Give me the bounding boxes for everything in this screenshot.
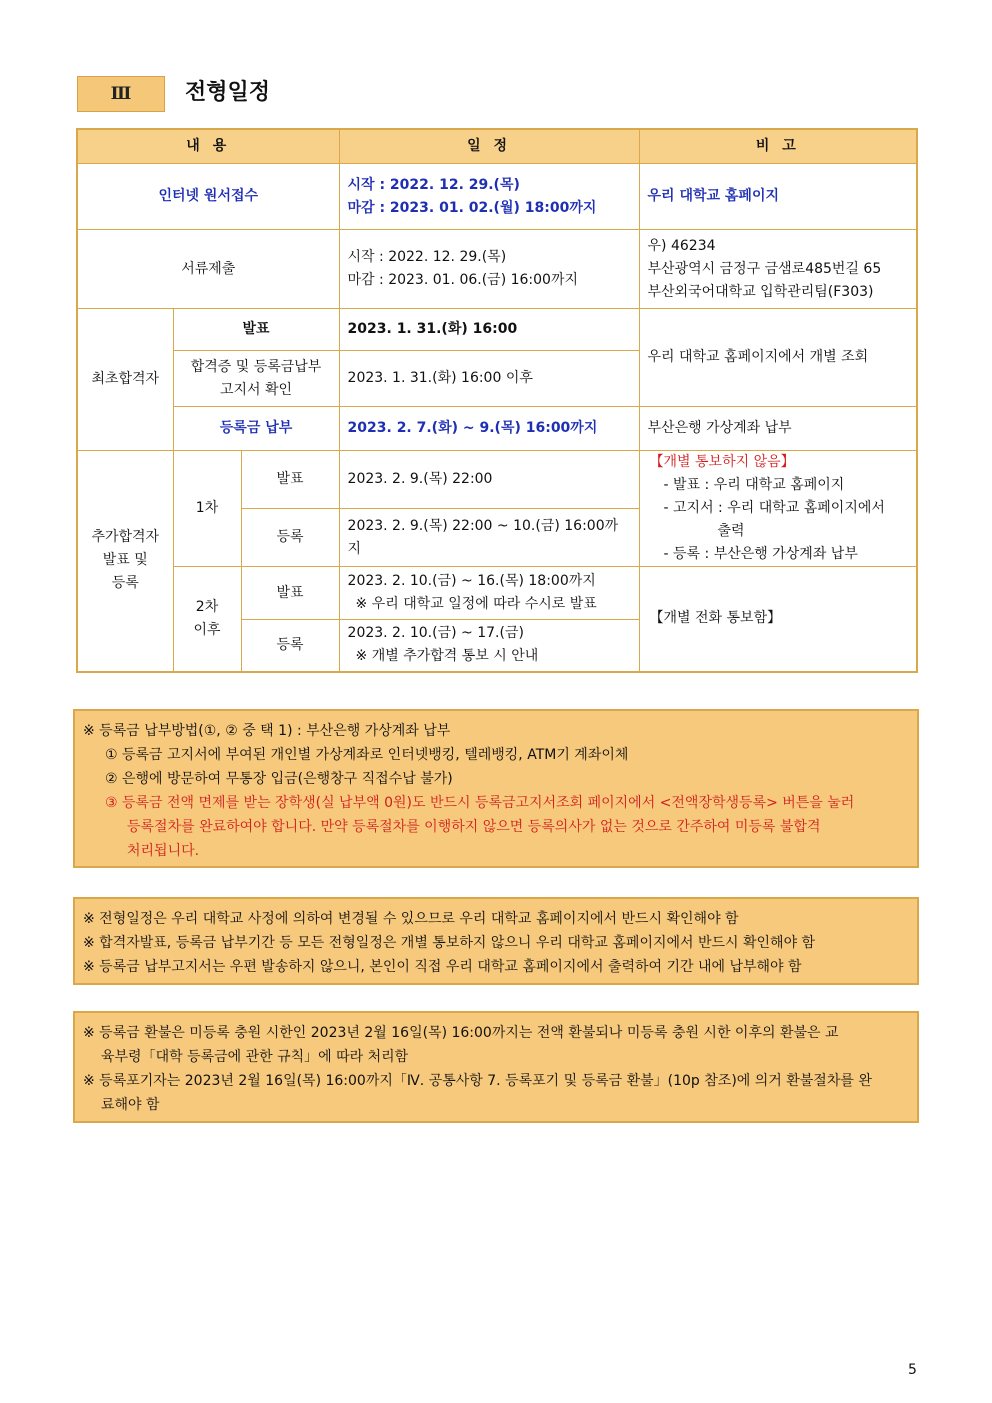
initial-announce-label: 발표 <box>173 309 339 351</box>
table-row <box>77 567 917 620</box>
table-header-row <box>77 129 917 164</box>
docs-start: 시작 : 2022. 12. 29.(목) <box>347 249 507 265</box>
initial-note: 우리 대학교 홈페이지에서 개별 조회 <box>639 309 917 407</box>
initial-confirm-label-2: 고지서 확인 <box>219 381 293 398</box>
page-number: 5 <box>908 1362 917 1378</box>
initial-pay-date: 2023. 2. 7.(화) ~ 9.(목) 16:00까지 <box>339 407 639 451</box>
initial-announce-date: 2023. 1. 31.(화) 16:00 <box>339 309 639 351</box>
round1-note-announce: - 발표 : 우리 대학교 홈페이지 <box>663 477 845 493</box>
initial-confirm-label <box>173 351 339 407</box>
table-row <box>77 164 917 230</box>
round1-label: 1차 <box>173 451 241 567</box>
additional-label-3: 등록 <box>111 575 139 592</box>
payment-method-1: ① 등록금 고지서에 부여된 개인별 가상계좌로 인터넷뱅킹, 텔레뱅킹, ATM기 계좌이체 <box>105 747 629 763</box>
round2-register-date <box>339 620 639 672</box>
docs-note-address: 부산광역시 금정구 금샘로485번길 65 <box>647 260 882 277</box>
internet-note: 우리 대학교 홈페이지 <box>639 164 917 230</box>
docs-dates <box>339 230 639 309</box>
header-content: 내 용 <box>77 129 339 164</box>
initial-pay-note: 부산은행 가상계좌 납부 <box>639 407 917 451</box>
round2-register-period: 2023. 2. 10.(금) ~ 17.(금) <box>347 625 524 642</box>
internet-label: 인터넷 원서접수 <box>77 164 339 230</box>
table-row <box>77 451 917 509</box>
internet-end: 마감 : 2023. 01. 02.(월) 18:00까지 <box>347 199 597 216</box>
initial-label: 최초합격자 <box>77 309 173 451</box>
internet-start: 시작 : 2022. 12. 29.(목) <box>347 176 520 193</box>
round1-register-date: 2023. 2. 9.(목) 22:00 ~ 10.(금) 16:00까지 <box>339 509 639 567</box>
round2-label-2: 이후 <box>193 621 221 638</box>
docs-label: 서류제출 <box>77 230 339 309</box>
section-title: 전형일정 <box>185 80 271 105</box>
header-remarks: 비 고 <box>639 129 917 164</box>
round2-label-1: 2차 <box>195 598 219 615</box>
additional-label-1: 추가합격자 <box>91 529 160 546</box>
payment-method-3: ③ 등록금 전액 면제를 받는 장학생(실 납부액 0원)도 반드시 등록금고지서조회 페이지에서 <전액장학생등록> 버튼을 눌러 <box>105 795 855 811</box>
round2-register-sub: ※ 개별 추가합격 통보 시 안내 <box>355 648 539 665</box>
refund-notice-2: ※ 등록포기자는 2023년 2월 16일(목) 16:00까지「Ⅳ. 공통사항 7. 등록포기 및 등록금 환불」(10p 참조)에 의거 환불절차를 완 <box>83 1073 872 1089</box>
additional-label-2: 발표 및 <box>102 552 148 569</box>
table-row <box>77 407 917 451</box>
round1-note-register: - 등록 : 부산은행 가상계좌 납부 <box>663 546 858 562</box>
payment-method-notice <box>73 709 919 868</box>
schedule-notice <box>73 897 919 985</box>
refund-notice-1: ※ 등록금 환불은 미등록 충원 시한인 2023년 2월 16일(목) 16:00까지는 전액 환불되나 미등록 충원 시한 이후의 환불은 교 <box>83 1025 839 1041</box>
refund-notice-2-cont: 료해야 함 <box>101 1097 160 1113</box>
docs-end: 마감 : 2023. 01. 06.(금) 16:00까지 <box>347 272 578 288</box>
round2-note: 【개별 전화 통보함】 <box>639 567 917 672</box>
round2-announce-label: 발표 <box>241 567 339 620</box>
payment-method-3-cont: 등록절차를 완료하여야 합니다. 만약 등록절차를 이행하지 않으면 등록의사가 없는 것으로 간주하여 미등록 불합격 <box>127 819 821 835</box>
payment-method-3-end: 처리됩니다. <box>127 843 200 859</box>
docs-note <box>639 230 917 309</box>
refund-notice <box>73 1011 919 1123</box>
round1-announce-label: 발표 <box>241 451 339 509</box>
schedule-notice-2: ※ 합격자발표, 등록금 납부기간 등 모든 전형일정은 개별 통보하지 않으니 우리 대학교 홈페이지에서 반드시 확인해야 함 <box>83 935 816 951</box>
payment-method-2: ② 은행에 방문하여 무통장 입금(은행창구 직접수납 불가) <box>105 771 453 787</box>
round1-note-title: 【개별 통보하지 않음】 <box>649 454 795 470</box>
schedule-notice-1: ※ 전형일정은 우리 대학교 사정에 의하여 변경될 수 있으므로 우리 대학교 홈페이지에서 반드시 확인해야 함 <box>83 911 739 927</box>
schedule-table <box>76 128 918 673</box>
round2-label <box>173 567 241 672</box>
additional-label <box>77 451 173 672</box>
section-number-badge: Ⅲ <box>77 76 165 112</box>
table-row <box>77 230 917 309</box>
table-row <box>77 309 917 351</box>
round1-note-print: 출력 <box>717 523 745 539</box>
initial-confirm-label-1: 합격증 및 등록금납부 <box>190 358 322 375</box>
round2-announce-date <box>339 567 639 620</box>
round1-note <box>639 451 917 567</box>
internet-dates <box>339 164 639 230</box>
payment-method-title: ※ 등록금 납부방법(①, ② 중 택 1) : 부산은행 가상계좌 납부 <box>83 723 451 739</box>
docs-note-office: 부산외국어대학교 입학관리팀(F303) <box>647 283 874 300</box>
refund-notice-1-cont: 육부령「대학 등록금에 관한 규칙」에 따라 처리함 <box>101 1049 409 1065</box>
initial-confirm-date: 2023. 1. 31.(화) 16:00 이후 <box>339 351 639 407</box>
round1-note-invoice: - 고지서 : 우리 대학교 홈페이지에서 <box>663 500 885 516</box>
round1-register-label: 등록 <box>241 509 339 567</box>
docs-note-zip: 우) 46234 <box>647 237 716 254</box>
round2-announce-sub: ※ 우리 대학교 일정에 따라 수시로 발표 <box>355 596 597 612</box>
schedule-notice-3: ※ 등록금 납부고지서는 우편 발송하지 않으니, 본인이 직접 우리 대학교 홈페이지에서 출력하여 기간 내에 납부해야 함 <box>83 959 802 975</box>
round2-register-label: 등록 <box>241 620 339 672</box>
header-schedule: 일 정 <box>339 129 639 164</box>
round2-announce-period: 2023. 2. 10.(금) ~ 16.(목) 18:00까지 <box>347 573 596 589</box>
round1-announce-date: 2023. 2. 9.(목) 22:00 <box>339 451 639 509</box>
initial-pay-label: 등록금 납부 <box>173 407 339 451</box>
